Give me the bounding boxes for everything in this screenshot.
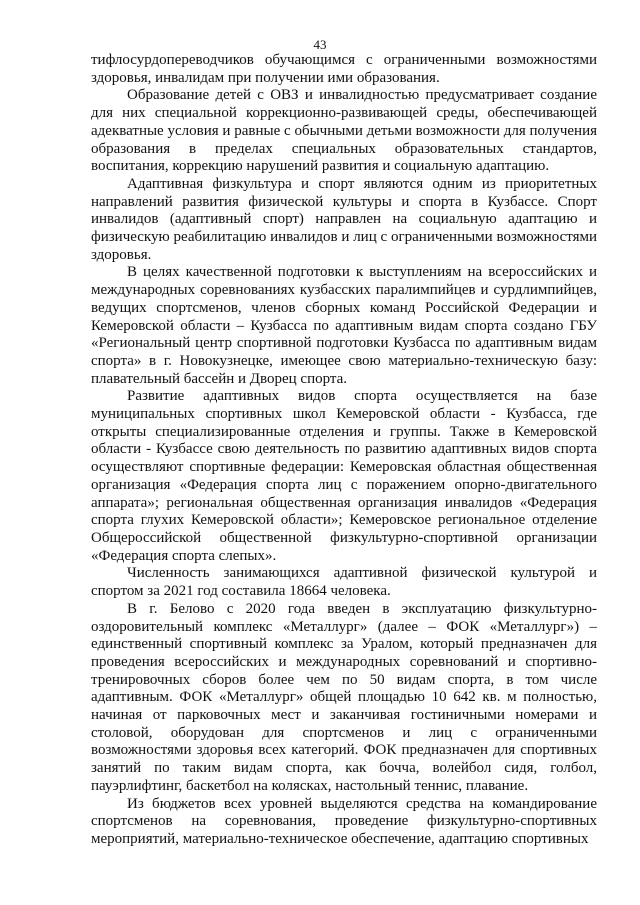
paragraph-participants-count: Численность занимающихся адаптивной физической культурой и спортом за 2021 год составила 18664 человека. [91, 565, 597, 600]
paragraph-ovz-education: Образование детей с ОВЗ и инвалидностью предусматривает создание для них специальной коррекционно-развивающей среды, обеспечивающей адекватные условия и равные с обычными детьми возможности для получения образования в пределах специальных образовательных стандартов, воспитания, коррекцию нарушений развития и социальную адаптацию. [91, 87, 597, 175]
paragraph-continuation: тифлосурдопереводчиков обучающимся с ограниченными возможностями здоровья, инвалидам при получении ими образования. [91, 52, 597, 86]
paragraph-budget-funding: Из бюджетов всех уровней выделяются средства на командирование спортсменов на соревнования, проведение физкультурно-спортивных мероприятий, материально-техническое обеспечение, адаптацию спортивных [91, 795, 597, 847]
page-number: 43 [313, 37, 327, 52]
paragraph-sport-schools: Развитие адаптивных видов спорта осуществляется на базе муниципальных спортивных школ Кемеровской области - Кузбасса, где открыты специализированные отделения и группы. Также в Кемеровской области - Кузбассе свою деятельность по развитию адаптивных видов спорта осуществляют спортивные федерации: Кемеровская областная общественная организация «Федерация спорта лиц с поражением опорно-двигательного аппарата»; региональная общественная организация инвалидов «Федерация спорта глухих Кемеровской области»; Кемеровское региональное отделение Общероссийской общественной физкультурно-спортивной организации «Федерация спорта слепых». [91, 388, 597, 564]
document-body [91, 52, 597, 849]
paragraph-training-center: В целях качественной подготовки к выступлениям на всероссийских и международных соревнованиях кузбасских паралимпийцев и сурдлимпийцев, ведущих спортсменов, членов сборных команд Российской Федерации и Кемеровской области – Кузбасса по адаптивным видам спорта создано ГБУ «Региональный центр спортивной подготовки Кузбасса по адаптивным видам спорта» в г. Новокузнецке, имеющее свою материально-техническую базу: плавательный бассейн и Дворец спорта. [91, 264, 597, 387]
paragraph-fok-metallurg: В г. Белово с 2020 года введен в эксплуатацию физкультурно-оздоровительный комплекс «Металлург» (далее – ФОК «Металлург») – единственный спортивный комплекс за Уралом, который предназначен для проведения всероссийских и международных соревнований и спортивно-тренировочных сборов более чем по 50 видам спорта, в том числе адаптивным. ФОК «Металлург» общей площадью 10 642 кв. м полностью, начиная от парковочных мест и заканчивая гостиничными номерами и столовой, оборудован для спортсменов и лиц с ограниченными возможностями здоровья всех категорий. ФОК предназначен для спортивных занятий по таким видам спорта, как бочча, волейбол сидя, голбол, пауэрлифтинг, баскетбол на колясках, настольный теннис, плавание. [91, 600, 597, 794]
paragraph-adaptive-sport: Адаптивная физкультура и спорт являются одним из приоритетных направлений развития физической культуры и спорта в Кузбассе. Спорт инвалидов (адаптивный спорт) направлен на социальную адаптацию и физическую реабилитацию инвалидов и лиц с ограниченными возможностями здоровья. [91, 175, 597, 263]
